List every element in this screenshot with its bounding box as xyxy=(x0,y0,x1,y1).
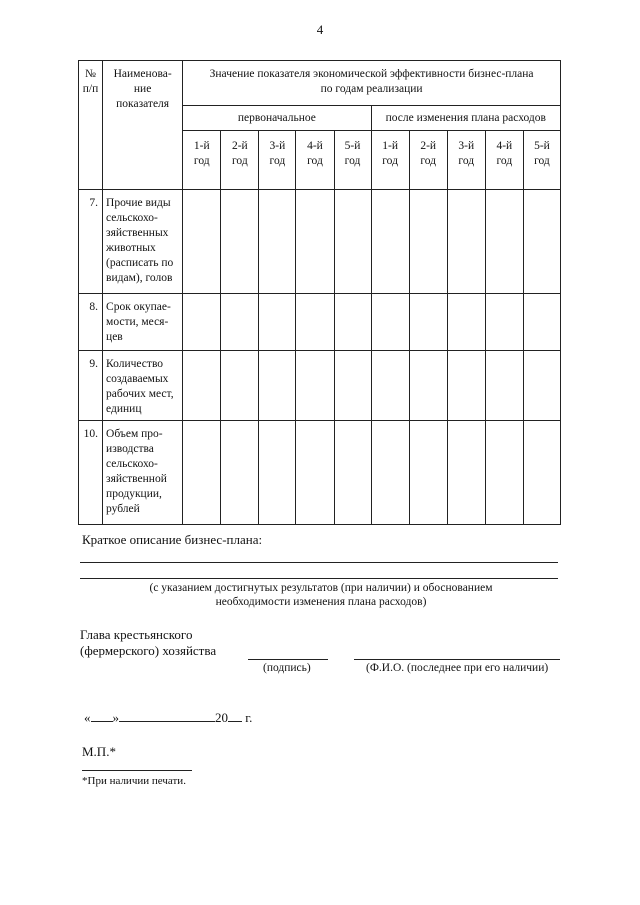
value-cell xyxy=(485,421,523,525)
value-cell xyxy=(371,421,409,525)
year-header-4: 4-й год xyxy=(296,131,334,190)
row-indicator-name: Прочие виды сельскохо- зяйственных животных (расписать по видам), голов xyxy=(103,190,183,294)
value-cell xyxy=(334,421,371,525)
value-cell xyxy=(447,351,485,421)
table-row xyxy=(79,421,561,525)
year-header-9: 4-й год xyxy=(485,131,523,190)
row-number: 7. xyxy=(79,190,103,294)
value-cell xyxy=(296,190,334,294)
description-label: Краткое описание бизнес-плана: xyxy=(82,532,263,547)
value-cell xyxy=(523,351,560,421)
header-number: № п/п xyxy=(79,61,103,190)
date-line: « » 20 г. xyxy=(84,710,253,725)
year-header-7: 2-й год xyxy=(409,131,447,190)
value-cell xyxy=(296,351,334,421)
description-line-1 xyxy=(80,562,558,563)
value-cell xyxy=(523,421,560,525)
value-cell xyxy=(409,294,447,351)
efficiency-table xyxy=(78,60,561,525)
value-cell xyxy=(485,351,523,421)
value-cell xyxy=(485,190,523,294)
stamp-label: М.П.* xyxy=(82,744,116,759)
row-indicator-name: Объем про- изводства сельскохо- зяйственной продукции, рублей xyxy=(103,421,183,525)
farm-head-label: Глава крестьянского (фермерского) хозяйства xyxy=(80,627,217,658)
table-row xyxy=(79,351,561,421)
fio-caption: (Ф.И.О. (последнее при его наличии) xyxy=(366,662,549,674)
value-cell xyxy=(409,421,447,525)
value-cell xyxy=(221,351,259,421)
signature-line xyxy=(248,659,328,660)
row-number: 9. xyxy=(79,351,103,421)
year-header-3: 3-й год xyxy=(259,131,296,190)
row-number: 8. xyxy=(79,294,103,351)
value-cell xyxy=(221,190,259,294)
signature-caption: (подпись) xyxy=(263,662,311,674)
value-cell xyxy=(409,190,447,294)
year-header-1: 1-й год xyxy=(183,131,221,190)
value-cell xyxy=(371,190,409,294)
page-number: 4 xyxy=(316,22,324,37)
footnote-rule xyxy=(82,770,192,771)
description-note: (с указанием достигнутых результатов (при наличии) и обоснованием необходимости изменения плана расходов) xyxy=(149,582,493,608)
year-header-6: 1-й год xyxy=(371,131,409,190)
value-cell xyxy=(447,421,485,525)
value-cell xyxy=(183,351,221,421)
value-cell xyxy=(259,351,296,421)
row-indicator-name: Срок окупае- мости, меся- цев xyxy=(103,294,183,351)
value-cell xyxy=(221,421,259,525)
value-cell xyxy=(183,294,221,351)
year-header-5: 5-й год xyxy=(334,131,371,190)
value-cell xyxy=(523,294,560,351)
value-cell xyxy=(409,351,447,421)
value-cell xyxy=(183,421,221,525)
header-indicator-value: Значение показателя экономической эффективности бизнес-плана по годам реализации xyxy=(183,61,561,106)
footnote: *При наличии печати. xyxy=(82,775,186,787)
fio-line xyxy=(354,659,560,660)
value-cell xyxy=(296,421,334,525)
value-cell xyxy=(259,294,296,351)
table-row xyxy=(79,190,561,294)
value-cell xyxy=(259,190,296,294)
row-indicator-name: Количество создаваемых рабочих мест, единиц xyxy=(103,351,183,421)
value-cell xyxy=(296,294,334,351)
year-header-10: 5-й год xyxy=(523,131,560,190)
value-cell xyxy=(183,190,221,294)
value-cell xyxy=(371,294,409,351)
row-number: 10. xyxy=(79,421,103,525)
value-cell xyxy=(523,190,560,294)
value-cell xyxy=(447,190,485,294)
table-row xyxy=(79,294,561,351)
value-cell xyxy=(334,294,371,351)
description-line-2 xyxy=(80,578,558,579)
year-header-8: 3-й год xyxy=(447,131,485,190)
value-cell xyxy=(221,294,259,351)
value-cell xyxy=(334,351,371,421)
value-cell xyxy=(334,190,371,294)
header-initial: первоначальное xyxy=(183,106,371,131)
header-after-change: после изменения плана расходов xyxy=(371,106,560,131)
header-indicator-name: Наименова- ние показателя xyxy=(103,61,183,190)
value-cell xyxy=(485,294,523,351)
value-cell xyxy=(371,351,409,421)
value-cell xyxy=(447,294,485,351)
value-cell xyxy=(259,421,296,525)
year-header-2: 2-й год xyxy=(221,131,259,190)
